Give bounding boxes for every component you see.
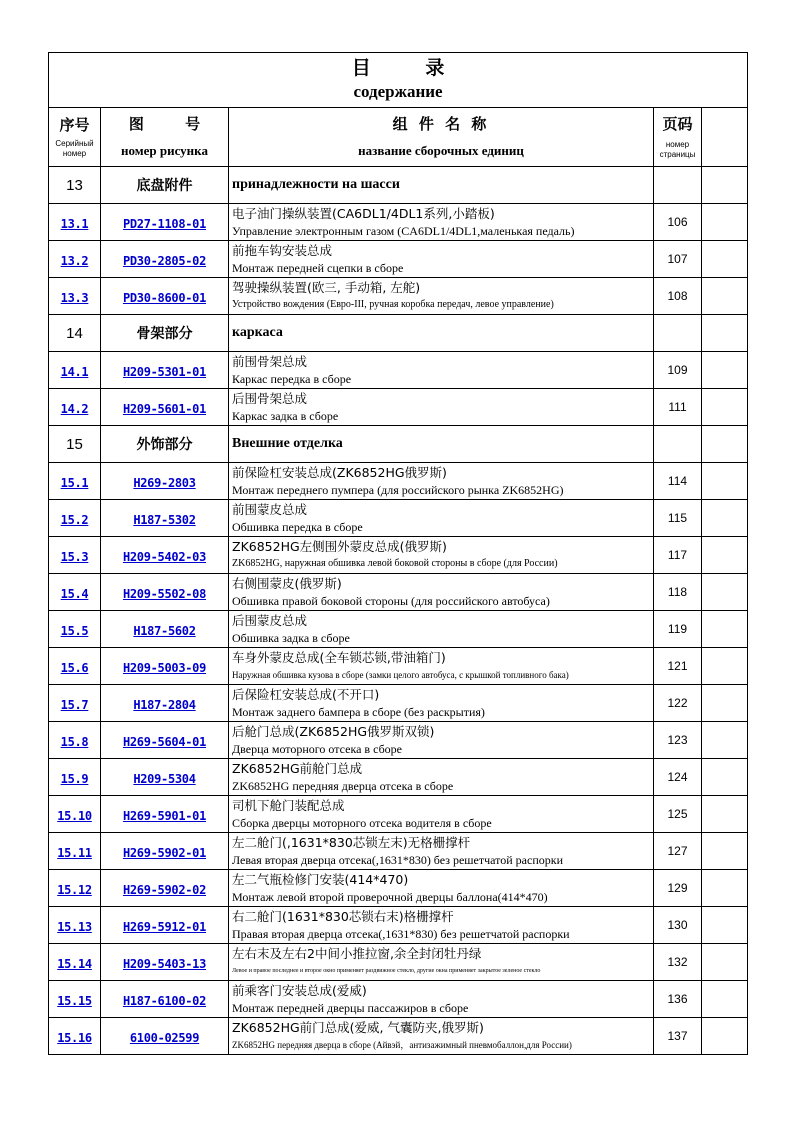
- blank-cell: [702, 463, 748, 500]
- table-row: [49, 611, 748, 648]
- section-title-ru: принадлежности на шасси: [229, 167, 654, 204]
- section-page: [654, 426, 702, 463]
- serial-link[interactable]: 14.1: [60, 364, 89, 379]
- page-number: 109: [654, 352, 702, 389]
- serial-cell: [49, 722, 101, 759]
- table-row: [49, 944, 748, 981]
- name-zh: ZK6852HG前舱门总成: [232, 761, 363, 776]
- header-serial: [49, 108, 101, 167]
- name-cell: [229, 389, 654, 426]
- page-number: 125: [654, 796, 702, 833]
- page-number: 136: [654, 981, 702, 1018]
- name-zh: 后保险杠安装总成(不开口): [232, 687, 380, 702]
- name-cell: [229, 907, 654, 944]
- figure-link[interactable]: H209-5304: [133, 771, 196, 786]
- serial-link[interactable]: 15.9: [60, 771, 89, 786]
- blank-cell: [702, 278, 748, 315]
- table-row: [49, 870, 748, 907]
- page-number: 108: [654, 278, 702, 315]
- name-ru: Устройство вождения (Евро-III, ручная коробка передач, левое управление): [232, 299, 554, 310]
- header-page-ru: номер страницы: [659, 140, 696, 159]
- serial-cell: [49, 870, 101, 907]
- name-zh: ZK6852HG左侧围外蒙皮总成(俄罗斯): [232, 539, 447, 554]
- figure-cell: [101, 278, 229, 315]
- serial-cell: [49, 759, 101, 796]
- name-cell: [229, 981, 654, 1018]
- name-zh: 右二舱门(1631*830芯锁右末)格栅撑杆: [232, 909, 454, 924]
- name-ru: Монтаж передней дверцы пассажиров в сборе: [232, 1001, 469, 1015]
- table-row: [49, 463, 748, 500]
- name-zh: 左右末及左右2中间小推拉窗,余全封闭牡丹绿: [232, 946, 482, 961]
- figure-cell: [101, 389, 229, 426]
- page-number: 117: [654, 537, 702, 574]
- serial-link[interactable]: 15.10: [57, 808, 92, 823]
- section-blank: [702, 426, 748, 463]
- serial-link[interactable]: 15.11: [57, 845, 92, 860]
- figure-link[interactable]: H269-5902-02: [122, 882, 207, 897]
- figure-cell: [101, 537, 229, 574]
- name-cell: [229, 685, 654, 722]
- serial-link[interactable]: 15.1: [60, 475, 89, 490]
- name-zh: 前乘客门安装总成(爱威): [232, 983, 367, 998]
- serial-cell: [49, 389, 101, 426]
- figure-cell: [101, 204, 229, 241]
- name-zh: 前围骨架总成: [232, 354, 308, 369]
- serial-link[interactable]: 13.2: [60, 253, 89, 268]
- section-blank: [702, 167, 748, 204]
- section-blank: [702, 315, 748, 352]
- page-number: 124: [654, 759, 702, 796]
- section-title-ru: каркаса: [229, 315, 654, 352]
- table-row: [49, 759, 748, 796]
- name-cell: [229, 500, 654, 537]
- blank-cell: [702, 204, 748, 241]
- name-ru: Обшивка задка в сборе: [232, 631, 350, 645]
- name-ru: Наружная обшивка кузова в сборе (замки целого автобуса, с крышкой топливного бака): [232, 670, 569, 680]
- blank-cell: [702, 574, 748, 611]
- header-figure-ru: номер рисунка: [121, 143, 208, 158]
- name-ru: Каркас задка в сборе: [232, 409, 339, 423]
- table-row: [49, 1018, 748, 1055]
- name-cell: [229, 241, 654, 278]
- page-number: 107: [654, 241, 702, 278]
- figure-cell: [101, 833, 229, 870]
- blank-cell: [702, 944, 748, 981]
- table-row: [49, 389, 748, 426]
- figure-link[interactable]: H209-5402-03: [122, 549, 207, 564]
- name-cell: [229, 1018, 654, 1055]
- blank-cell: [702, 796, 748, 833]
- name-cell: [229, 611, 654, 648]
- name-ru: Левая вторая дверца отсека(,1631*830) без решетчатой распорки: [232, 853, 563, 867]
- table-row: [49, 796, 748, 833]
- serial-cell: [49, 278, 101, 315]
- blank-cell: [702, 648, 748, 685]
- blank-cell: [702, 352, 748, 389]
- blank-cell: [702, 241, 748, 278]
- serial-cell: [49, 1018, 101, 1055]
- serial-link[interactable]: 15.13: [57, 919, 92, 934]
- serial-cell: [49, 907, 101, 944]
- table-row: [49, 833, 748, 870]
- table-row: [49, 907, 748, 944]
- name-zh: 后围骨架总成: [232, 391, 308, 406]
- figure-cell: [101, 352, 229, 389]
- serial-link[interactable]: 15.14: [57, 956, 92, 971]
- serial-cell: [49, 796, 101, 833]
- header-figure-zh: 图 号: [128, 115, 219, 133]
- header-name-ru: название сборочных единиц: [358, 143, 524, 158]
- header-row: [49, 108, 748, 167]
- figure-cell: [101, 981, 229, 1018]
- header-serial-zh: 序号: [59, 116, 90, 134]
- blank-cell: [702, 500, 748, 537]
- figure-link[interactable]: H209-5403-13: [122, 956, 207, 971]
- serial-cell: [49, 204, 101, 241]
- figure-cell: [101, 685, 229, 722]
- blank-cell: [702, 537, 748, 574]
- page-number: 111: [654, 389, 702, 426]
- header-name-zh: 组 件 名 称: [392, 115, 490, 133]
- figure-cell: [101, 944, 229, 981]
- serial-link[interactable]: 13.3: [60, 290, 89, 305]
- table-row: [49, 537, 748, 574]
- blank-cell: [702, 981, 748, 1018]
- section-row: [49, 315, 748, 352]
- name-cell: [229, 278, 654, 315]
- page-number: 115: [654, 500, 702, 537]
- name-zh: 右侧围蒙皮(俄罗斯): [232, 576, 342, 591]
- name-zh: 左二气瓶检修门安装(414*470): [232, 872, 409, 887]
- section-row: [49, 426, 748, 463]
- name-ru: ZK6852HG передняя дверца отсека в сборе: [232, 779, 454, 793]
- name-zh: 驾驶操纵装置(欧三, 手动箱, 左舵): [232, 280, 421, 295]
- name-ru: Каркас передка в сборе: [232, 372, 352, 386]
- serial-link[interactable]: 15.5: [60, 623, 89, 638]
- serial-cell: [49, 944, 101, 981]
- figure-cell: [101, 648, 229, 685]
- serial-cell: [49, 648, 101, 685]
- table-row: [49, 204, 748, 241]
- name-ru: Правая вторая дверца отсека(,1631*830) без решетчатой распорки: [232, 927, 570, 941]
- serial-link[interactable]: 15.3: [60, 549, 89, 564]
- page-number: 114: [654, 463, 702, 500]
- page-number: 121: [654, 648, 702, 685]
- serial-link[interactable]: 13.1: [60, 216, 89, 231]
- name-cell: [229, 463, 654, 500]
- name-zh: 司机下舱门装配总成: [232, 798, 345, 813]
- name-zh: 左二舱门(,1631*830芯锁左末)无格栅撑杆: [232, 835, 471, 850]
- figure-link[interactable]: H187-2804: [133, 697, 196, 712]
- blank-cell: [702, 833, 748, 870]
- table-row: [49, 722, 748, 759]
- serial-link[interactable]: 15.15: [57, 993, 92, 1008]
- section-number: 15: [49, 426, 101, 463]
- title-chinese: 目 录: [351, 57, 469, 79]
- page-number: 123: [654, 722, 702, 759]
- page-number: 122: [654, 685, 702, 722]
- name-ru: Обшивка передка в сборе: [232, 520, 363, 534]
- name-cell: [229, 870, 654, 907]
- header-blank: [702, 108, 748, 167]
- figure-link[interactable]: H209-5003-09: [122, 660, 207, 675]
- name-zh: 前拖车钩安装总成: [232, 243, 333, 258]
- name-ru: Левое и правое последнее и второе окно применяет раздвижное стекло, другие окна применяет закрытое зеленое стекло: [232, 968, 541, 974]
- name-cell: [229, 796, 654, 833]
- name-ru: Управление электронным газом (CA6DL1/4DL1,маленькая педаль): [232, 224, 575, 238]
- page-number: 130: [654, 907, 702, 944]
- page-number: 127: [654, 833, 702, 870]
- section-number: 13: [49, 167, 101, 204]
- name-zh: 后舱门总成(ZK6852HG俄罗斯双锁): [232, 724, 435, 739]
- section-title-zh: 骨架部分: [101, 315, 229, 352]
- section-page: [654, 167, 702, 204]
- serial-cell: [49, 352, 101, 389]
- table-row: [49, 278, 748, 315]
- name-zh: 前围蒙皮总成: [232, 502, 308, 517]
- blank-cell: [702, 611, 748, 648]
- table-row: [49, 648, 748, 685]
- figure-link[interactable]: H269-2803: [133, 475, 196, 490]
- serial-link[interactable]: 15.2: [60, 512, 89, 527]
- figure-cell: [101, 574, 229, 611]
- serial-link[interactable]: 15.6: [60, 660, 89, 675]
- name-zh: 电子油门操纵装置(CA6DL1/4DL1系列,小踏板): [232, 206, 495, 221]
- name-ru: Монтаж левой второй проверочной дверцы баллона(414*470): [232, 890, 548, 904]
- page-number: 137: [654, 1018, 702, 1055]
- figure-cell: [101, 611, 229, 648]
- figure-link[interactable]: H269-5902-01: [122, 845, 207, 860]
- table-row: [49, 685, 748, 722]
- serial-cell: [49, 685, 101, 722]
- figure-cell: [101, 870, 229, 907]
- section-title-zh: 外饰部分: [101, 426, 229, 463]
- name-ru: Монтаж передней сцепки в сборе: [232, 261, 404, 275]
- serial-link[interactable]: 15.7: [60, 697, 89, 712]
- serial-cell: [49, 537, 101, 574]
- blank-cell: [702, 870, 748, 907]
- serial-cell: [49, 241, 101, 278]
- figure-link[interactable]: H187-6100-02: [122, 993, 207, 1008]
- header-figure: [101, 108, 229, 167]
- name-ru: Монтаж переднего пумпера (для российского рынка ZK6852HG): [232, 483, 564, 497]
- page-number: 132: [654, 944, 702, 981]
- figure-link[interactable]: H187-5602: [133, 623, 196, 638]
- name-cell: [229, 944, 654, 981]
- serial-cell: [49, 463, 101, 500]
- figure-link[interactable]: H209-5502-08: [122, 586, 207, 601]
- table-row: [49, 981, 748, 1018]
- figure-cell: [101, 463, 229, 500]
- serial-cell: [49, 611, 101, 648]
- name-cell: [229, 537, 654, 574]
- name-cell: [229, 204, 654, 241]
- header-page: [654, 108, 702, 167]
- page-number: 118: [654, 574, 702, 611]
- section-number: 14: [49, 315, 101, 352]
- figure-cell: [101, 759, 229, 796]
- serial-cell: [49, 833, 101, 870]
- page-title: [49, 53, 748, 108]
- name-cell: [229, 759, 654, 796]
- name-cell: [229, 352, 654, 389]
- header-serial-ru: Серийный номер: [55, 139, 94, 158]
- page-number: 119: [654, 611, 702, 648]
- blank-cell: [702, 685, 748, 722]
- serial-link[interactable]: 15.16: [57, 1030, 92, 1045]
- name-zh: 后围蒙皮总成: [232, 613, 308, 628]
- serial-link[interactable]: 15.8: [60, 734, 89, 749]
- section-page: [654, 315, 702, 352]
- serial-link[interactable]: 15.12: [57, 882, 92, 897]
- header-name: [229, 108, 654, 167]
- title-russian: содержание: [353, 82, 443, 101]
- figure-link[interactable]: H209-5601-01: [122, 401, 207, 416]
- figure-cell: [101, 1018, 229, 1055]
- name-cell: [229, 648, 654, 685]
- serial-cell: [49, 574, 101, 611]
- figure-cell: [101, 796, 229, 833]
- table-row: [49, 241, 748, 278]
- name-ru: ZK6852HG передняя дверца в сборе (Айвэй，антизажимный пневмобаллон,для России): [232, 1040, 572, 1050]
- name-zh: 车身外蒙皮总成(全车锁芯锁,带油箱门): [232, 650, 446, 665]
- name-cell: [229, 833, 654, 870]
- figure-link[interactable]: PD30-8600-01: [122, 290, 207, 305]
- table-row: [49, 574, 748, 611]
- section-title-ru: Внешние отделка: [229, 426, 654, 463]
- figure-link[interactable]: PD30-2805-02: [122, 253, 207, 268]
- name-ru: Обшивка правой боковой стороны (для российского автобуса): [232, 594, 550, 608]
- figure-cell: [101, 907, 229, 944]
- blank-cell: [702, 722, 748, 759]
- blank-cell: [702, 759, 748, 796]
- figure-link[interactable]: H269-5901-01: [122, 808, 207, 823]
- figure-cell: [101, 500, 229, 537]
- blank-cell: [702, 907, 748, 944]
- figure-link[interactable]: H269-5604-01: [122, 734, 207, 749]
- table-row: [49, 352, 748, 389]
- figure-link[interactable]: PD27-1108-01: [122, 216, 207, 231]
- figure-cell: [101, 241, 229, 278]
- figure-link[interactable]: H187-5302: [133, 512, 196, 527]
- page-number: 129: [654, 870, 702, 907]
- figure-cell: [101, 722, 229, 759]
- name-ru: ZK6852HG, наружная обшивка левой боковой стороны в сборе (для России): [232, 558, 558, 569]
- section-row: [49, 167, 748, 204]
- table-row: [49, 500, 748, 537]
- blank-cell: [702, 1018, 748, 1055]
- header-page-zh: 页码: [662, 115, 693, 133]
- name-zh: 前保险杠安装总成(ZK6852HG俄罗斯): [232, 465, 447, 480]
- serial-cell: [49, 500, 101, 537]
- name-ru: Монтаж заднего бампера в сборе (без раскрытия): [232, 705, 485, 719]
- serial-cell: [49, 981, 101, 1018]
- figure-link[interactable]: 6100-02599: [129, 1030, 200, 1045]
- name-cell: [229, 574, 654, 611]
- blank-cell: [702, 389, 748, 426]
- page-number: 106: [654, 204, 702, 241]
- serial-link[interactable]: 15.4: [60, 586, 89, 601]
- serial-link[interactable]: 14.2: [60, 401, 89, 416]
- figure-link[interactable]: H269-5912-01: [122, 919, 207, 934]
- name-zh: ZK6852HG前门总成(爱威, 气囊防夹,俄罗斯): [232, 1020, 484, 1035]
- name-ru: Дверца моторного отсека в сборе: [232, 742, 402, 756]
- figure-link[interactable]: H209-5301-01: [122, 364, 207, 379]
- toc-table: [48, 52, 748, 1055]
- name-cell: [229, 722, 654, 759]
- name-ru: Сборка дверцы моторного отсека водителя в сборе: [232, 816, 492, 830]
- section-title-zh: 底盘附件: [101, 167, 229, 204]
